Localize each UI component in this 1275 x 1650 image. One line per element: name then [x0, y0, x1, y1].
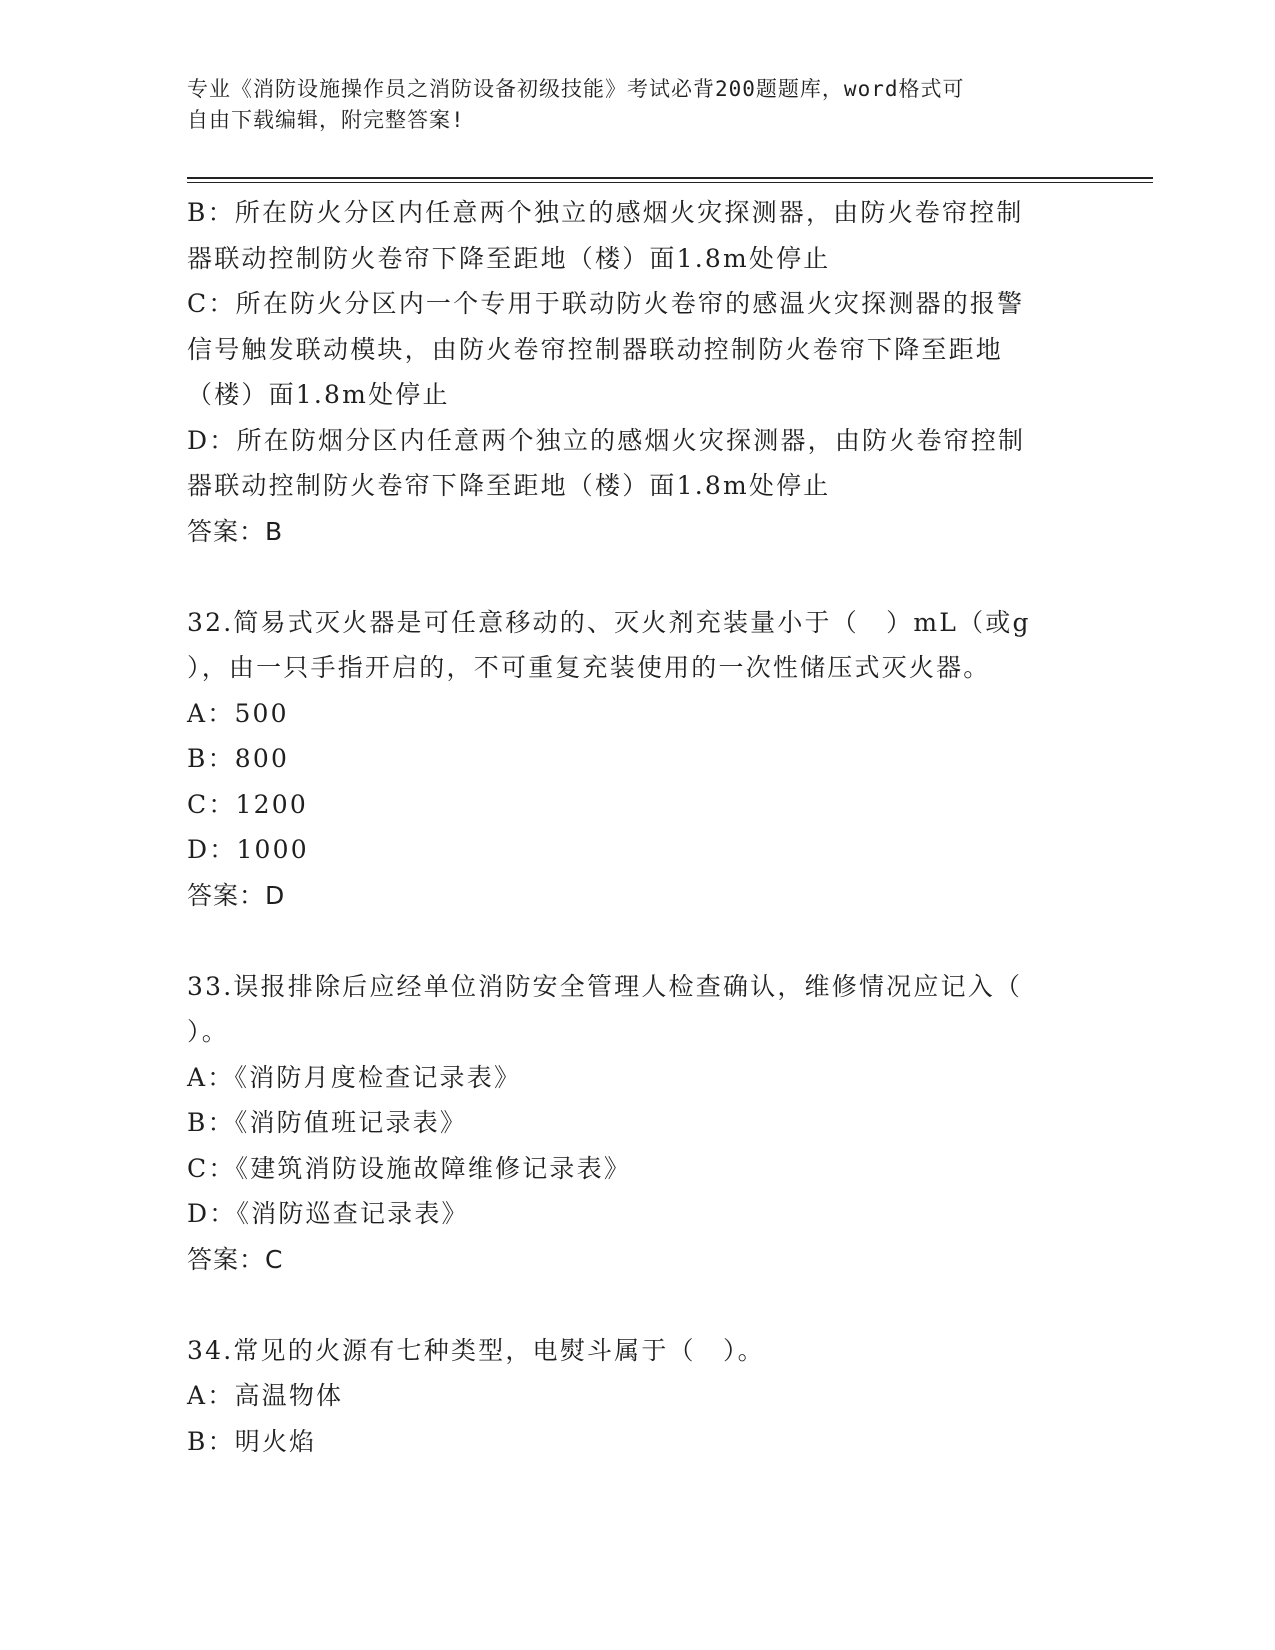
answer-line: 答案：C	[187, 1244, 284, 1274]
question-line: 32.简易式灭火器是可任意移动的、灭火剂充装量小于（ ）mL（或g	[187, 607, 1031, 637]
question-block	[187, 964, 1087, 1328]
question-block	[187, 600, 1087, 964]
question-line: 器联动控制防火卷帘下降至距地（楼）面1.8m处停止	[187, 471, 831, 500]
question-line: （楼）面1.8m处停止	[187, 380, 450, 409]
question-line: ）。	[187, 1017, 229, 1046]
question-line: D：1000	[187, 835, 309, 864]
question-line: C：1200	[187, 789, 308, 819]
question-line: A：《消防月度检查记录表》	[187, 1062, 522, 1092]
question-line: B：《消防值班记录表》	[187, 1108, 468, 1137]
question-line: 器联动控制防火卷帘下降至距地（楼）面1.8m处停止	[187, 243, 831, 273]
block-spacer	[187, 918, 1087, 964]
header-rule-thick	[187, 177, 1153, 179]
question-block	[187, 1328, 1087, 1465]
question-line: 信号触发联动模块，由防火卷帘控制器联动控制防火卷帘下降至距地	[187, 334, 1004, 364]
question-line: D：所在防烟分区内任意两个独立的感烟火灾探测器，由防火卷帘控制	[187, 425, 1026, 455]
question-line: 34.常见的火源有七种类型，电熨斗属于（ ）。	[187, 1335, 765, 1365]
question-line: ），由一只手指开启的，不可重复充装使用的一次性储压式灭火器。	[187, 653, 991, 682]
answer-line: 答案：D	[187, 880, 286, 910]
document-header	[187, 74, 1067, 136]
question-line: 33.误报排除后应经单位消防安全管理人检查确认，维修情况应记入（	[187, 971, 1023, 1001]
question-line: D：《消防巡查记录表》	[187, 1199, 469, 1228]
question-line: C：《建筑消防设施故障维修记录表》	[187, 1153, 632, 1183]
header-rule-thin	[187, 182, 1153, 183]
question-block	[187, 190, 1087, 600]
question-line: A：高温物体	[187, 1381, 344, 1410]
question-line: B：800	[187, 744, 290, 773]
block-spacer	[187, 554, 1087, 600]
answer-line: 答案：B	[187, 516, 284, 546]
question-content	[187, 190, 1087, 1464]
question-line: B：所在防火分区内任意两个独立的感烟火灾探测器，由防火卷帘控制	[187, 198, 1024, 227]
question-line: C：所在防火分区内一个专用于联动防火卷帘的感温火灾探测器的报警	[187, 289, 1025, 318]
question-line: A：500	[187, 698, 289, 728]
header-line-2: 自由下载编辑，附完整答案!	[187, 108, 465, 132]
block-spacer	[187, 1282, 1087, 1328]
question-line: B：明火焰	[187, 1426, 317, 1456]
header-line-1: 专业《消防设施操作员之消防设备初级技能》考试必背200题题库，word格式可	[187, 77, 965, 101]
